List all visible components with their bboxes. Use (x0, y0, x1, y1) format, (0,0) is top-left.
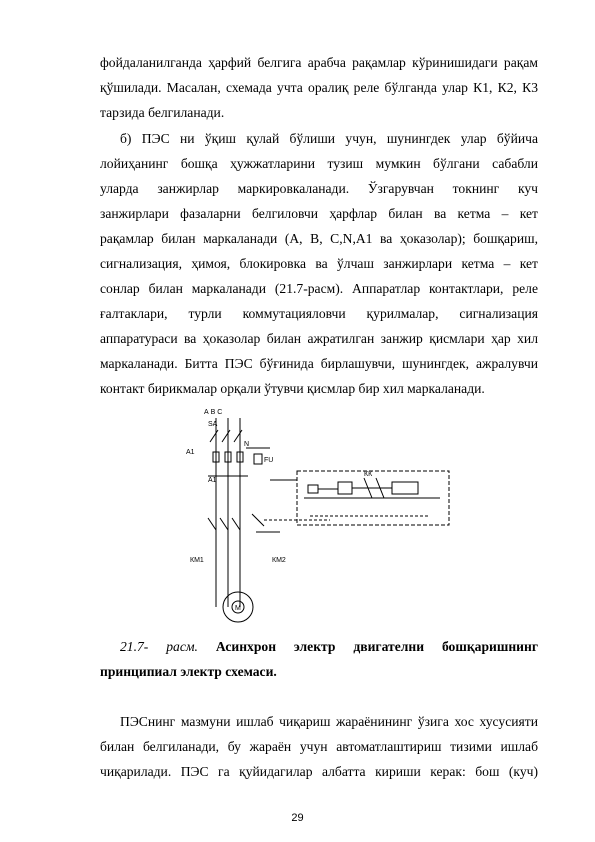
text-line: сигнализация, ҳимоя, блокировка ва ўлчаш занжирлари кетма – кет (100, 256, 538, 271)
motor-control-schematic (180, 402, 480, 624)
text-line: аппаратураси ва ҳоказолар билан ажратилган занжир қисмлари ҳар хил (100, 331, 538, 346)
figure-caption (120, 638, 538, 656)
label-fu: FU (264, 457, 274, 464)
text-line: билан белгиланади, бу жараён учун автоматлаштириш тизими ишлаб (100, 739, 538, 754)
label-motor: М (235, 605, 241, 612)
label-n: N (244, 441, 250, 448)
text-line: фойдаланилганда ҳарфий белгига арабча рақамлар кўринишидаги рақам (100, 55, 538, 70)
text-line: лойиҳанинг бошқа ҳужжатларини тузиш мумкин бўлгани сабабли (100, 156, 538, 171)
label-kk: КК (364, 471, 373, 478)
label-a1-node: А1 (208, 477, 217, 484)
caption-text: принципиал электр схемаси. (100, 664, 277, 679)
page-number: 29 (291, 812, 304, 824)
text-line: контакт бирикмалар орқали ўтувчи қисмлар бир хил маркаланади. (100, 381, 485, 396)
text-line: маркаланади. Битта ПЭС бўғинида бирлашувчи, шунингдек, ажралувчи (100, 356, 538, 371)
text-line: ғалтаклари, турли коммутацияловчи қурилмалар, сигнализация (100, 306, 538, 321)
text-line: рақамлар билан маркаланади (А, В, С,N,А1 ва ҳоказолар); бошқариш, (100, 231, 538, 246)
text-line: чиқарилади. ПЭС га қуйидагилар албатта кириши керак: бош (куч) (100, 764, 538, 779)
text-line: тарзида белгиланади. (100, 105, 225, 120)
caption-text: Асинхрон электр двигателни бошқаришнинг (215, 639, 538, 654)
label-km2: КМ2 (272, 557, 286, 564)
text-line: б) ПЭС ни ўқиш қулай бўлиши учун, шунингдек улар бўйича (120, 131, 538, 146)
label-sa: SA (208, 421, 218, 428)
label-a1: А1 (186, 449, 195, 456)
text-line: қўшилади. Масалан, схемада учта оралиқ реле бўлганда улар К1, К2, К3 (100, 80, 538, 95)
figure-number: 21.7- расм. (120, 639, 198, 654)
label-km1: КМ1 (190, 557, 204, 564)
text-line: уларда занжирлар маркировкаланади. Ўзгарувчан токнинг куч (100, 181, 538, 196)
text-line: сонлар билан маркаланади (21.7-расм). Аппаратлар контактлари, реле (100, 281, 538, 296)
text-line: занжирлари фазаларни белгиловчи ҳарфлар билан ва кетма – кет (100, 206, 538, 221)
phase-labels: А В С (204, 409, 223, 416)
text-line: ПЭСнинг мазмуни ишлаб чиқариш жараёнининг ўзига хос хусусияти (120, 714, 538, 729)
